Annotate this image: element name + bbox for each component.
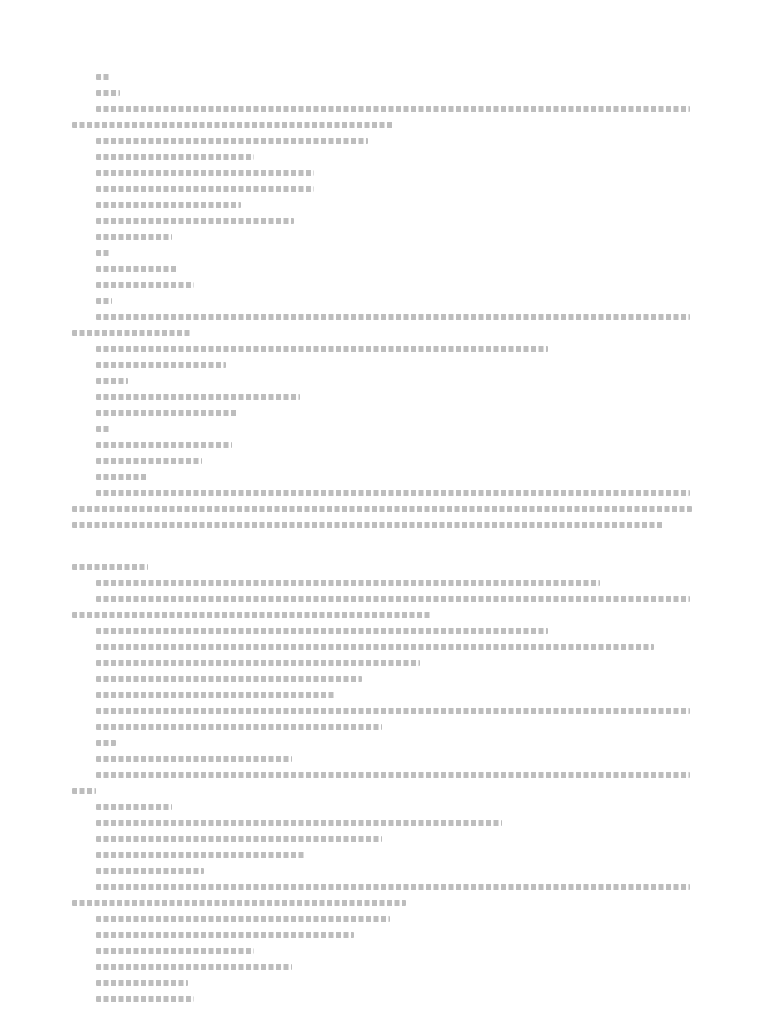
text-line (72, 688, 696, 702)
text-line (72, 832, 696, 846)
text-line (72, 672, 696, 686)
text-line (72, 182, 696, 196)
text-line (72, 390, 696, 404)
text-line (72, 358, 696, 372)
text-line (72, 752, 696, 766)
text-line (72, 262, 696, 276)
text-line (72, 784, 696, 798)
text-line (72, 640, 696, 654)
text-line (72, 342, 696, 356)
text-line (72, 560, 696, 574)
text-line (72, 246, 696, 260)
text-line (72, 278, 696, 292)
text-line (72, 422, 696, 436)
text-line (72, 102, 696, 116)
text-line (72, 896, 696, 910)
text-line (72, 470, 696, 484)
text-line (72, 992, 696, 1006)
text-line (72, 198, 696, 212)
text-line (72, 294, 696, 308)
text-line (72, 928, 696, 942)
text-line (72, 374, 696, 388)
text-line (72, 214, 696, 228)
text-line (72, 454, 696, 468)
text-line (72, 960, 696, 974)
text-line (72, 326, 696, 340)
text-line (72, 800, 696, 814)
text-line (72, 592, 696, 606)
text-line (72, 880, 696, 894)
text-line (72, 912, 696, 926)
text-line (72, 70, 696, 84)
text-line (72, 976, 696, 990)
text-line (72, 406, 696, 420)
text-line (72, 768, 696, 782)
text-line (72, 848, 696, 862)
text-line (72, 502, 696, 516)
text-line (72, 134, 696, 148)
text-line (72, 704, 696, 718)
text-line (72, 720, 696, 734)
text-line (72, 736, 696, 750)
text-line (72, 166, 696, 180)
text-line (72, 86, 696, 100)
text-line (72, 150, 696, 164)
text-line (72, 118, 696, 132)
text-line (72, 310, 696, 324)
text-line (72, 230, 696, 244)
text-line (72, 624, 696, 638)
text-line (72, 438, 696, 452)
document-page (72, 70, 696, 1008)
text-line (72, 608, 696, 622)
text-line (72, 816, 696, 830)
text-line (72, 486, 696, 500)
text-line (72, 944, 696, 958)
text-line (72, 656, 696, 670)
text-line (72, 864, 696, 878)
text-line (72, 518, 696, 532)
text-line (72, 576, 696, 590)
